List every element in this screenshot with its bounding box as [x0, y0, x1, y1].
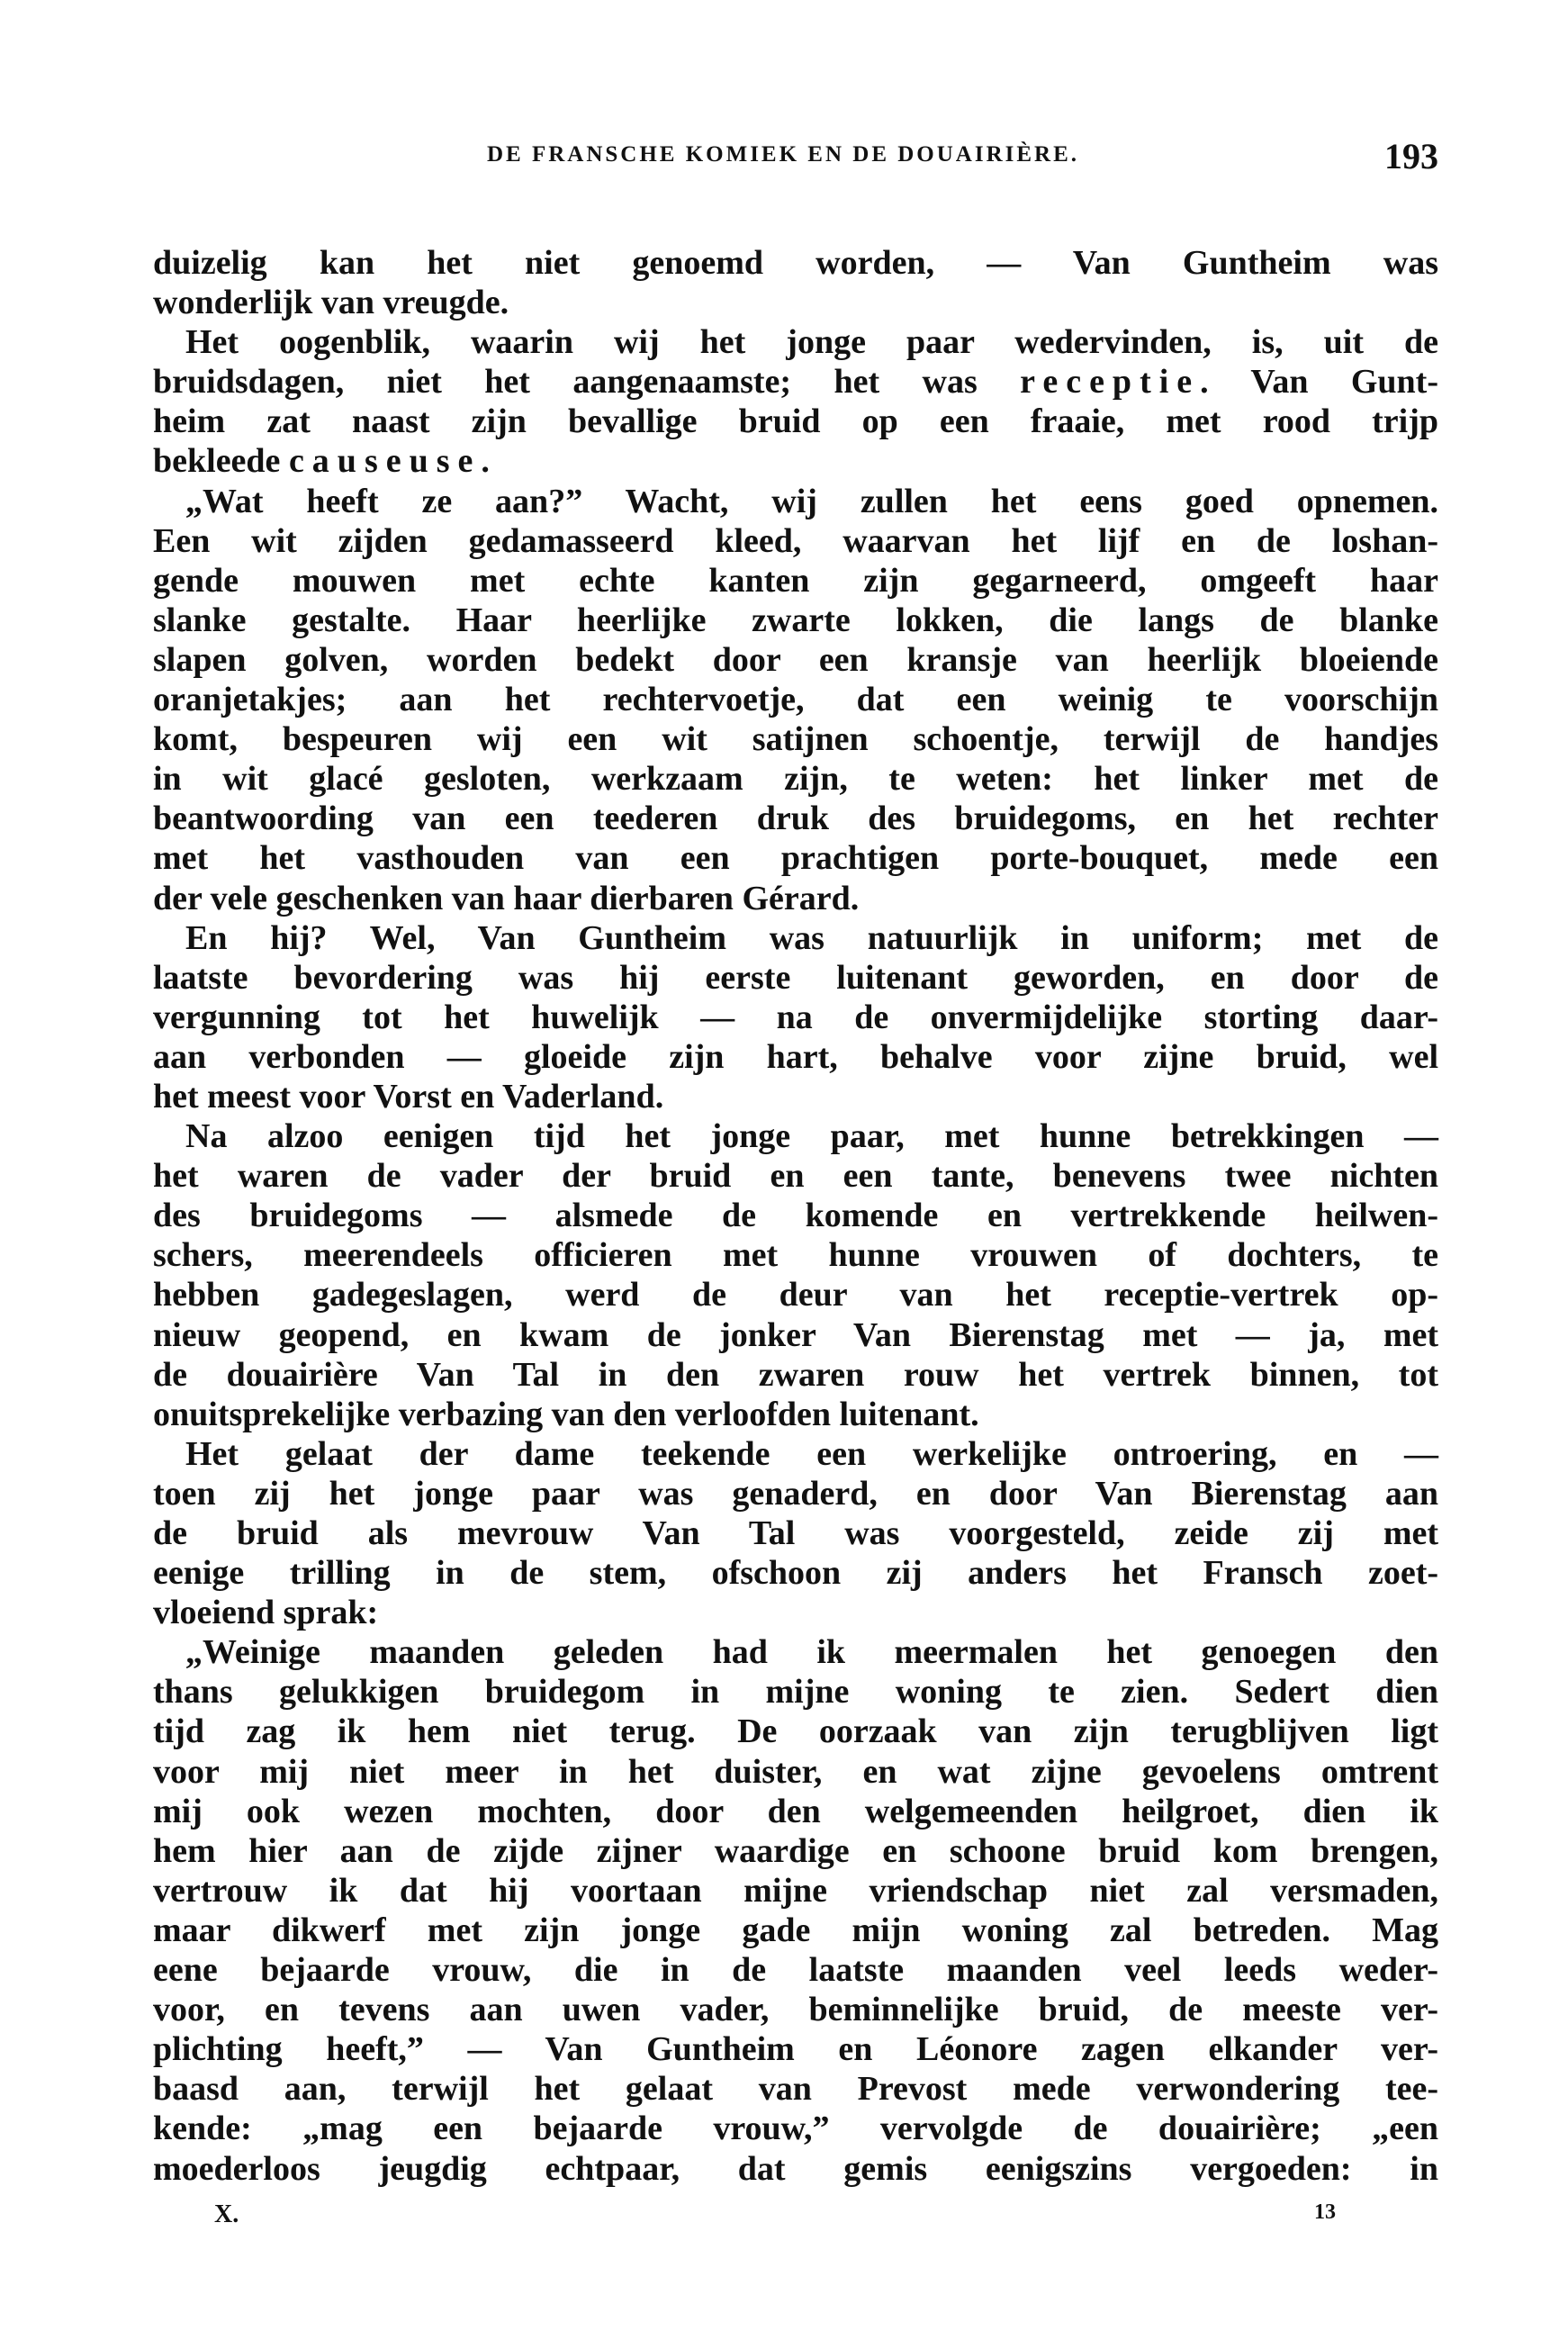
signature-mark: X.: [214, 2200, 239, 2228]
text-segment: mij ook wezen mochten, door den welgemeenden heilgroet, dien ik: [153, 1792, 1438, 1830]
text-line: [153, 998, 1438, 1037]
text-segment: des bruidegoms — alsmede de komende en vertrekkende heilwen-: [153, 1197, 1438, 1235]
text-segment: vertrouw ik dat hij voortaan mijne vriendschap niet zal versmaden,: [153, 1871, 1438, 1910]
page-number: 193: [1384, 136, 1438, 176]
text-segment: plichting heeft,” — Van Guntheim en Léonore zagen elkander ver-: [153, 2030, 1438, 2069]
text-segment: duizelig kan het niet genoemd worden, — Van Guntheim was: [153, 244, 1438, 282]
text-line: [153, 1156, 1438, 1196]
text-segment: onuitsprekelijke verbazing van den verloofden luitenant.: [153, 1395, 979, 1433]
text-line: [153, 1871, 1438, 1911]
text-line: [153, 521, 1438, 561]
text-segment: voor, en tevens aan uwen vader, beminnelijke bruid, de meeste ver-: [153, 1991, 1438, 2029]
text-line: [153, 879, 1438, 918]
text-segment: slanke gestalte. Haar heerlijke zwarte lokken, die langs de blanke: [153, 601, 1438, 639]
text-segment: toen zij het jonge paar was genaderd, en door Van Bierenstag aan: [153, 1474, 1438, 1513]
text-line: [153, 561, 1438, 601]
text-segment: wonderlijk van vreugde.: [153, 284, 509, 322]
text-line: [153, 1037, 1438, 1077]
text-line: [153, 1792, 1438, 1831]
text-line: [153, 640, 1438, 680]
text-line: [153, 1077, 1438, 1116]
text-segment: tijd zag ik hem niet terug. De oorzaak van zijn terugblijven ligt: [153, 1712, 1438, 1751]
text-line: [153, 402, 1438, 441]
text-segment: En hij? Wel, Van Guntheim was natuurlijk in uniform; met de: [185, 918, 1438, 957]
text-line: [153, 759, 1438, 799]
text-segment: slapen golven, worden bedekt door een kransje van heerlijk bloeiende: [153, 640, 1438, 679]
text-line: [153, 1395, 1438, 1434]
text-segment: het meest voor Vorst en Vaderland.: [153, 1077, 664, 1116]
text-line: [153, 322, 1438, 362]
text-line: [153, 1553, 1438, 1593]
text-segment: eene bejaarde vrouw, die in de laatste maanden veel leeds weder-: [153, 1951, 1438, 1990]
text-line: [153, 719, 1438, 759]
text-line: [153, 362, 1438, 402]
text-line: [153, 838, 1438, 878]
text-segment: de douairière Van Tal in den zwaren rouw het vertrek binnen, tot: [153, 1355, 1438, 1394]
text-line: [153, 1235, 1438, 1275]
text-line: [153, 958, 1438, 998]
text-segment: vergunning tot het huwelijk — na de onvermijdelijke storting daar-: [153, 998, 1438, 1036]
text-line: [153, 1474, 1438, 1513]
text-segment: . Van Gunt-: [1200, 363, 1438, 402]
text-line: [153, 601, 1438, 640]
text-segment: voor mij niet meer in het duister, en wat zijne gevoelens omtrent: [153, 1752, 1438, 1791]
text-line: [153, 1116, 1438, 1156]
sheet-number: 13: [1314, 2200, 1336, 2224]
text-segment: thans gelukkigen bruidegom in mijne woning te zien. Sedert dien: [153, 1673, 1438, 1712]
spaced-emphasis: receptie: [1020, 363, 1201, 402]
text-line: [153, 1752, 1438, 1792]
text-segment: baasd aan, terwijl het gelaat van Prevost mede verwondering tee-: [153, 2070, 1438, 2109]
text-segment: maar dikwerf met zijn jonge gade mijn woning zal betreden. Mag: [153, 1911, 1438, 1949]
text-segment: heim zat naast zijn bevallige bruid op een fraaie, met rood trijp: [153, 402, 1438, 441]
text-line: [153, 1275, 1438, 1315]
text-segment: „Weinige maanden geleden had ik meermalen het genoegen den: [185, 1633, 1438, 1672]
text-segment: in wit glacé gesloten, werkzaam zijn, te weten: het linker met de: [153, 760, 1438, 799]
text-line: [153, 1911, 1438, 1950]
text-segment: met het vasthouden van een prachtigen porte-bouquet, mede een: [153, 839, 1438, 878]
text-line: [153, 482, 1438, 521]
text-segment: hebben gadegeslagen, werd de deur van het receptie-vertrek op-: [153, 1276, 1438, 1315]
text-line: [153, 243, 1438, 283]
text-line: [153, 1355, 1438, 1395]
text-segment: Een wit zijden gedamasseerd kleed, waarvan het lijf en de loshan-: [153, 521, 1438, 560]
text-line: [153, 441, 1438, 481]
text-segment: laatste bevordering was hij eerste luitenant geworden, en door de: [153, 958, 1438, 997]
text-line: [153, 2069, 1438, 2109]
text-segment: vloeiend sprak:: [153, 1594, 379, 1632]
text-segment: bruidsdagen, niet het aangenaamste; het was: [153, 363, 1021, 402]
text-line: [153, 1434, 1438, 1474]
text-line: [153, 1831, 1438, 1871]
text-line: [153, 1593, 1438, 1632]
text-line: [153, 1672, 1438, 1712]
text-line: [153, 918, 1438, 958]
text-segment: de bruid als mevrouw Van Tal was voorgesteld, zeide zij met: [153, 1514, 1438, 1552]
text-line: [153, 2109, 1438, 2148]
text-segment: Het gelaat der dame teekende een werkelijke ontroering, en —: [185, 1434, 1438, 1473]
text-segment: nieuw geopend, en kwam de jonker Van Bierenstag met — ja, met: [153, 1315, 1438, 1354]
text-segment: aan verbonden — gloeide zijn hart, behalve voor zijne bruid, wel: [153, 1037, 1438, 1076]
body-text: [153, 243, 1438, 2189]
text-segment: beantwoording van een teederen druk des bruidegoms, en het rechter: [153, 800, 1438, 838]
spaced-emphasis: causeuse: [288, 442, 482, 481]
text-line: [153, 1712, 1438, 1751]
text-segment: Het oogenblik, waarin wij het jonge paar wedervinden, is, uit de: [185, 323, 1438, 362]
text-segment: schers, meerendeels officieren met hunne vrouwen of dochters, te: [153, 1236, 1438, 1275]
text-segment: der vele geschenken van haar dierbaren Gérard.: [153, 879, 860, 917]
text-line: [153, 1950, 1438, 1990]
text-segment: Na alzoo eenigen tijd het jonge paar, met hunne betrekkingen —: [185, 1117, 1438, 1156]
text-line: [153, 1990, 1438, 2029]
text-segment: .: [481, 442, 490, 481]
text-segment: moederloos jeugdig echtpaar, dat gemis eenigszins vergoeden: in: [153, 2149, 1438, 2188]
text-segment: het waren de vader der bruid en een tante, benevens twee nichten: [153, 1157, 1438, 1196]
text-line: [153, 2029, 1438, 2069]
text-line: [153, 1315, 1438, 1355]
text-line: [153, 799, 1438, 838]
text-line: [153, 283, 1438, 322]
text-segment: kende: „mag een bejaarde vrouw,” vervolgde de douairière; „een: [153, 2110, 1438, 2148]
text-line: [153, 1632, 1438, 1672]
text-line: [153, 680, 1438, 719]
text-line: [153, 2149, 1438, 2189]
text-segment: hem hier aan de zijde zijner waardige en schoone bruid kom brengen,: [153, 1831, 1438, 1870]
text-segment: gende mouwen met echte kanten zijn gegarneerd, omgeeft haar: [153, 561, 1438, 600]
text-segment: „Wat heeft ze aan?” Wacht, wij zullen het eens goed opnemen.: [185, 482, 1438, 520]
text-line: [153, 1513, 1438, 1553]
text-segment: bekleede: [153, 442, 289, 481]
text-segment: komt, bespeuren wij een wit satijnen schoentje, terwijl de handjes: [153, 720, 1438, 759]
text-segment: eenige trilling in de stem, ofschoon zij anders het Fransch zoet-: [153, 1554, 1438, 1593]
text-segment: oranjetakjes; aan het rechtervoetje, dat een weinig te voorschijn: [153, 681, 1438, 719]
text-line: [153, 1196, 1438, 1235]
running-title: DE FRANSCHE KOMIEK EN DE DOUAIRIÈRE.: [486, 142, 1080, 167]
